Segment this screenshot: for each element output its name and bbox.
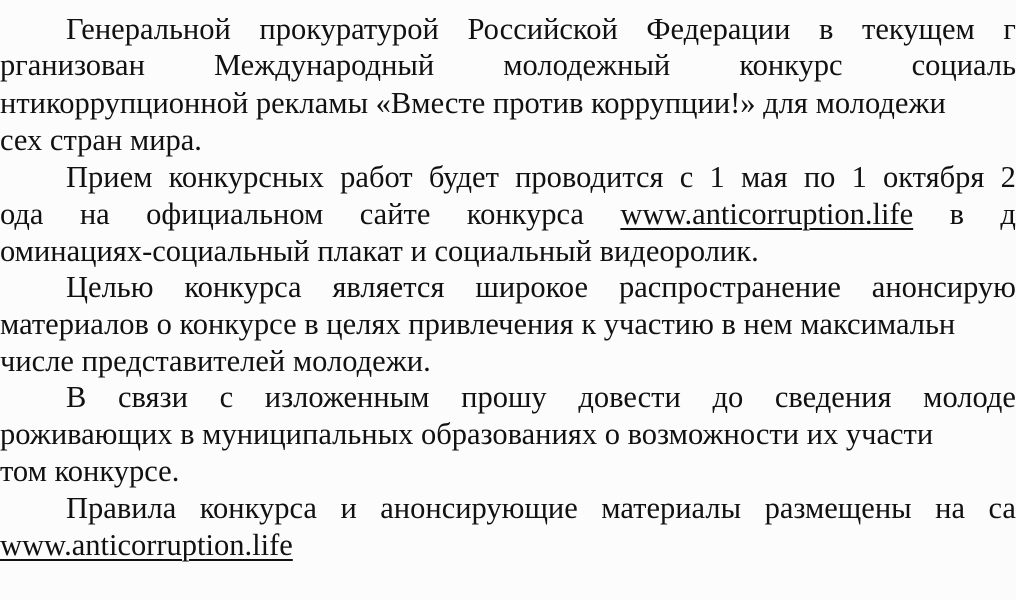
- word: будет: [428, 160, 499, 194]
- word: связи: [117, 380, 188, 414]
- word: текущем: [862, 12, 975, 46]
- word: прокуратурой: [259, 12, 439, 46]
- word: размещены: [764, 491, 912, 525]
- line-text: материалов о конкурсе в целях привлечения к участию в нем максимальн: [0, 307, 956, 341]
- word: В: [66, 380, 87, 414]
- line-text: роживающих в муниципальных образованиях о возможности их участи: [0, 417, 934, 451]
- p1-line-2: [0, 50, 1016, 81]
- word: анонсирую: [871, 270, 1016, 304]
- word: Федерации: [646, 12, 791, 46]
- word: д: [1000, 197, 1016, 231]
- word: г: [1003, 12, 1016, 46]
- word: до: [712, 380, 744, 414]
- p1-line-4: [0, 125, 202, 156]
- word: Правила: [66, 491, 177, 525]
- p4-line-2: [0, 419, 933, 450]
- word: конкурса: [199, 491, 317, 525]
- p3-line-3: [0, 346, 431, 377]
- website-link[interactable]: www.anticorruption.life: [0, 528, 293, 562]
- word: Прием: [66, 160, 153, 194]
- word: социаль: [911, 48, 1016, 82]
- word: распространение: [618, 270, 841, 304]
- word: с: [219, 380, 234, 414]
- word: конкурса: [184, 270, 302, 304]
- p1-line-1: [66, 14, 1016, 45]
- word: изложенным: [264, 380, 430, 414]
- word: проводится: [515, 160, 664, 194]
- line-text: оминациях-социальный плакат и социальный видеоролик.: [0, 234, 759, 268]
- word: молодежный: [503, 48, 671, 82]
- word: конкурс: [739, 48, 843, 82]
- word: в: [819, 12, 834, 46]
- word: са: [988, 491, 1016, 525]
- word: в: [949, 197, 964, 231]
- line-text: том конкурсе.: [0, 454, 180, 488]
- word: 1: [709, 160, 725, 194]
- word: ода: [0, 197, 44, 231]
- word: является: [332, 270, 445, 304]
- word: Российской: [467, 12, 618, 46]
- p2-line-2: [0, 199, 1016, 230]
- word: мая: [740, 160, 788, 194]
- word: Целью: [66, 270, 154, 304]
- word: официальном: [146, 197, 324, 231]
- word: материалы: [601, 491, 742, 525]
- word: довести: [578, 380, 681, 414]
- p2-line-3: [0, 236, 759, 267]
- word: работ: [340, 160, 413, 194]
- p2-line-1: [66, 162, 1016, 193]
- word: молоде: [923, 380, 1016, 414]
- word: октября: [883, 160, 985, 194]
- line-text: числе представителей молодежи.: [0, 344, 431, 378]
- p4-line-1: [66, 382, 1016, 413]
- word: сайте: [359, 197, 431, 231]
- word: рганизован: [0, 48, 145, 82]
- word: и: [340, 491, 357, 525]
- word: конкурсных: [168, 160, 324, 194]
- word: на: [935, 491, 966, 525]
- word: с: [679, 160, 694, 194]
- line-text: сех стран мира.: [0, 123, 202, 157]
- word: 1: [851, 160, 867, 194]
- p3-line-1: [66, 272, 1016, 303]
- word: конкурса: [466, 197, 584, 231]
- word: Генеральной: [66, 12, 231, 46]
- word: прошу: [461, 380, 547, 414]
- word: по: [803, 160, 836, 194]
- word: на: [79, 197, 110, 231]
- word: широкое: [475, 270, 589, 304]
- p4-line-3: [0, 456, 179, 487]
- p5-line-2: [0, 530, 293, 561]
- word: Международный: [213, 48, 435, 82]
- website-link[interactable]: www.anticorruption.life: [620, 197, 914, 231]
- p1-line-3: [0, 88, 946, 119]
- p3-line-2: [0, 309, 955, 340]
- word: сведения: [774, 380, 892, 414]
- p5-line-1: [66, 493, 1016, 524]
- line-text: нтикоррупционной рекламы «Вместе против коррупции!» для молодежи: [0, 86, 946, 120]
- word: 2: [1000, 160, 1016, 194]
- word: анонсирующие: [380, 491, 578, 525]
